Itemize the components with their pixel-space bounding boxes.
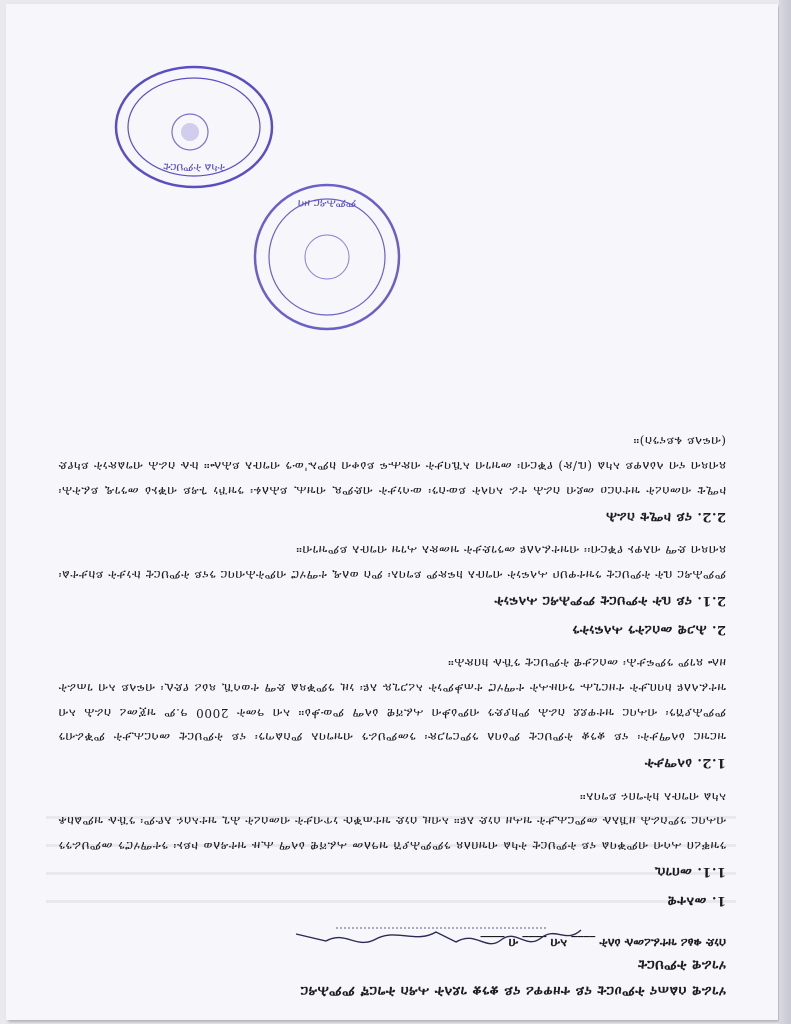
subsection-heading: 2.2. ናይ ኮሚቴ ስራሕ [605, 508, 726, 524]
subsection-heading: 1.2. ዕላማታት [644, 755, 726, 771]
paragraph: ንዝቐረበ ሓሳብ ብምቕባል ናይ ትምህርቲ ትካል ብዝበለጸ ንምምሕያሽ ዝዓለመ ሓፈሻዊ ዕላማ ሒዙ ዝተዳለወ ኮይኑ፡ ንተማሃሮን መምህራንን ብሓባር ንምስራሕ ዘኽእሉ መምርሒታት ዝሓዘ ሰነድ እዩ። ኣብዚ ሰነድ ዝተጠቕሱ ነጥብታት ብመሰረት ሕጊ ዝተኣሰሩ እዮም፡ ንኹሉ ዝምልከቶ ኣካል ብግቡእ ክትግበሩ ይግባእ። [58, 789, 726, 853]
subsection-heading: 2.1. ናይ ቤት ትምህርቲ ምምሕዳር ሓላፍነት [493, 592, 726, 608]
reference-line: ሰነድ ቁፅሪ ዝተፈረመሉ ዕለት ____ ኣብ ____ ብ ____ [480, 936, 726, 950]
section-heading: 2. ሕጋዊ መሰረትን ሓላፍነትን [571, 621, 726, 637]
paragraph: ዝርዝር ዕላማታት፡ ናይ ቋንቋ ትምህርቲ ምዕባለ ንምርግጋጽ፡ ንመምህራን ብዝግባእ ምስልጣን፡ ናይ ትምህርቲ መሳርሒታት ምቕራብን ምምሕያሽን፡ ብሓባር ዝተዋደደ ስራሕ ምክያድን ብምዕቃብ ሓፈሻዊ ዕላማ ምውቃዕ። ኣብ ዓመት 2000 ዓ.ም ዝጀመረ ስራሕ ኣብ ዝተፈላለዩ ከባቢታት ተዘርጊሑ ንብዙሓት ተማሃሮ ተጠቃምነት ኣረጋጊጹ እዩ፡ ነዚ ንምቕጻል ድማ ተወሳኺ ጻዕሪ የድሊ፡ ብፍላይ ኣብ ገጠራት ዘሎ ጸገም ንምፍታሕ፡ መሰረታዊ ትምህርቲ ንኹሉ ክበጽሕ። [58, 656, 726, 745]
signature-row [58, 922, 726, 950]
paragraph: ኮሚቴ ብመሰረት ዝተሰርዐ መደብ ስራሕ ተራ ኣባላት ይውስን፡ ውሳነታት ብድምጺ ብዝሒ ይሕለፉ፡ ንዝኾነ ጉዳይ ብቕኑዕ መንገዲ ይፈትሕ፡ ጸብጻብ ናብ ላዕለዋይ ኣካል (ቤ/ጽ) የቕርብ፡ መዝገብ ኣኼባታት ብጽሑፍ ይዕቀብ ከምኡ'ውን ብግቡእ ይሕሎ። ኩሉ ስራሕ ብግልጽነት ይካየድ (ብፍላይ ፋይናንስ)። [58, 434, 726, 498]
handwritten-signature [286, 924, 586, 948]
document-body [58, 423, 726, 1002]
section-heading: 1. መእተዊ [667, 893, 726, 908]
official-stamp [110, 62, 278, 192]
stamp-text: ትካል ትምህርቲ [163, 161, 225, 174]
paragraph: ምምሕዳር ቤት ትምህርቲ ንዝተዋህቦ ሓላፍነት ብግቡእ ክፍጽም ይግባእ፡ ምስ ወለዲ ተማሃሮ ብምትሕብባር ንናይ ትምህርቲ ኩነታት ይከታተል፡ ጸብጻብ ድማ ብእዋኑ የቕርብ፡፡ ብዝተፈላለዩ መንገድታት ዝመጽእ ሓገዝ ብግቡእ ይምዝገብ። [58, 543, 726, 582]
official-stamp [248, 182, 406, 332]
stamp-text: ምምሕዳር ዞባ [297, 197, 357, 210]
document-subtitle: ሃገራዊ ትምህርቲ [637, 957, 726, 973]
document-title: ሃገራዊ ሰልጠና ትምሀርቲ ናይ ተዘዋዋሪ ናይ ቋንቋ ገደላት ሓዳስ ትግርኛ ምምሕዳር [300, 983, 726, 999]
page-edge [779, 0, 791, 1024]
document-page [6, 4, 778, 1020]
subsection-heading: 1.1. መበገሲ [654, 864, 726, 879]
